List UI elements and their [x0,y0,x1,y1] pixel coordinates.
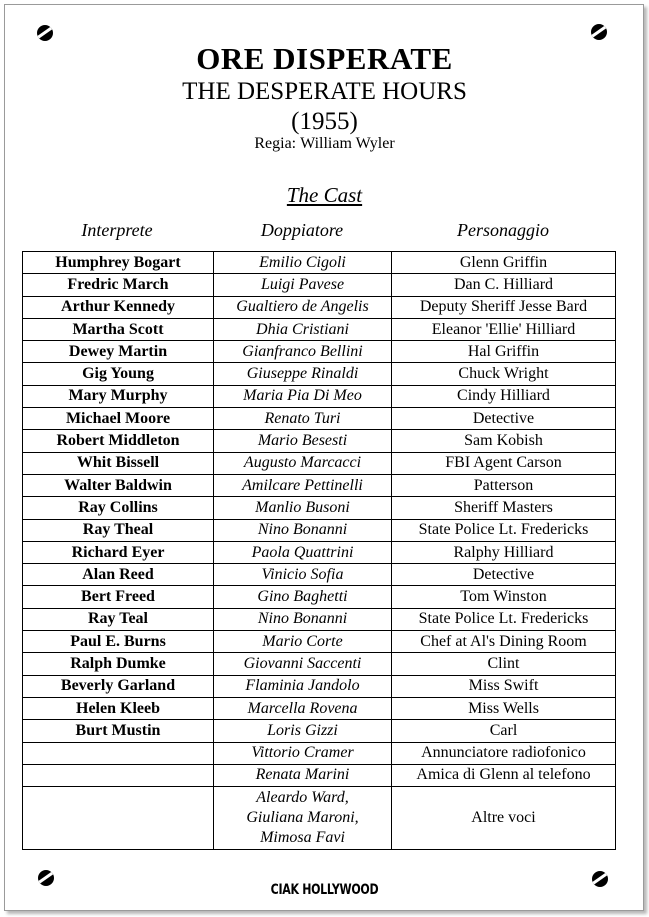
dubber-cell: Mario Besesti [214,430,392,452]
character-cell: Deputy Sheriff Jesse Bard [392,296,616,318]
dubber-cell: Gino Baghetti [214,586,392,608]
dubber-cell: Vinicio Sofia [214,564,392,586]
dubber-cell: Manlio Busoni [214,497,392,519]
actor-cell: Burt Mustin [23,720,214,742]
character-cell: Glenn Griffin [392,252,616,274]
table-row [23,764,616,786]
table-row [23,474,616,496]
dubber-line: Aleardo Ward, [256,789,349,807]
actor-cell: Helen Kleeb [23,697,214,719]
character-cell: FBI Agent Carson [392,452,616,474]
actor-cell: Walter Baldwin [23,474,214,496]
cast-heading: The Cast [286,183,363,207]
actor-cell: Robert Middleton [23,430,214,452]
dubber-cell [214,787,392,850]
film-year: (1955) [291,108,358,135]
dubber-cell: Giovanni Saccenti [214,653,392,675]
table-row [23,274,616,296]
character-cell: Patterson [392,474,616,496]
actor-cell [23,787,214,850]
dubber-line: Mimosa Favi [260,829,345,847]
table-row [23,408,616,430]
dubber-cell: Renato Turi [214,408,392,430]
actor-cell: Ray Theal [23,519,214,541]
table-row [23,452,616,474]
column-header-doppiatore: Doppiatore [260,220,344,240]
actor-cell: Mary Murphy [23,385,214,407]
actor-cell: Beverly Garland [23,675,214,697]
table-row [23,519,616,541]
character-cell: Miss Swift [392,675,616,697]
table-row [23,252,616,274]
table-row [23,675,616,697]
actor-cell: Martha Scott [23,318,214,340]
cast-table-body [23,252,616,850]
character-cell: Detective [392,564,616,586]
table-row [23,564,616,586]
dubber-cell: Dhia Cristiani [214,318,392,340]
actor-cell: Gig Young [23,363,214,385]
table-row [23,720,616,742]
character-cell: Tom Winston [392,586,616,608]
character-cell: Detective [392,408,616,430]
column-header-personaggio: Personaggio [457,220,549,240]
table-row [23,497,616,519]
dubber-cell: Loris Gizzi [214,720,392,742]
table-row [23,586,616,608]
actor-cell: Michael Moore [23,408,214,430]
dubber-cell: Marcella Rovena [214,697,392,719]
column-header-interprete: Interprete [81,220,153,240]
character-cell: Chef at Al's Dining Room [392,631,616,653]
character-cell: Sheriff Masters [392,497,616,519]
actor-cell: Ralph Dumke [23,653,214,675]
character-cell: Eleanor 'Ellie' Hilliard [392,318,616,340]
actor-cell: Whit Bissell [23,452,214,474]
actor-cell: Ray Collins [23,497,214,519]
actor-cell [23,742,214,764]
table-row [23,787,616,850]
dubber-line: Giuliana Maroni, [246,809,359,827]
table-row [23,296,616,318]
character-cell: Hal Griffin [392,341,616,363]
table-row [23,430,616,452]
actor-cell: Ray Teal [23,608,214,630]
actor-cell [23,764,214,786]
dubber-cell: Nino Bonanni [214,608,392,630]
character-cell: Carl [392,720,616,742]
dubber-cell: Gualtiero de Angelis [214,296,392,318]
screw-icon [37,25,53,41]
actor-cell: Paul E. Burns [23,631,214,653]
dubber-cell: Vittorio Cramer [214,742,392,764]
character-cell: Amica di Glenn al telefono [392,764,616,786]
dubber-cell: Emilio Cigoli [214,252,392,274]
ciak-hollywood-logo [0,880,649,898]
actor-cell: Fredric March [23,274,214,296]
table-row [23,341,616,363]
table-row [23,385,616,407]
actor-cell: Alan Reed [23,564,214,586]
table-row [23,318,616,340]
character-cell: State Police Lt. Fredericks [392,519,616,541]
character-cell: Clint [392,653,616,675]
character-cell: Cindy Hilliard [392,385,616,407]
actor-cell: Arthur Kennedy [23,296,214,318]
dubber-cell: Luigi Pavese [214,274,392,296]
director-name: William Wyler [300,135,395,152]
table-row [23,363,616,385]
dubber-cell: Paola Quattrini [214,541,392,563]
character-cell: Miss Wells [392,697,616,719]
character-cell: Dan C. Hilliard [392,274,616,296]
dubber-cell: Amilcare Pettinelli [214,474,392,496]
dubber-cell: Maria Pia Di Meo [214,385,392,407]
dubber-cell: Mario Corte [214,631,392,653]
dubber-cell: Nino Bonanni [214,519,392,541]
actor-cell: Richard Eyer [23,541,214,563]
dubber-cell: Augusto Marcacci [214,452,392,474]
dubber-cell: Giuseppe Rinaldi [214,363,392,385]
character-cell: Annunciatore radiofonico [392,742,616,764]
table-row [23,653,616,675]
table-row [23,608,616,630]
dubber-cell: Flaminia Jandolo [214,675,392,697]
director-label: Regia: [254,135,297,152]
table-row [23,541,616,563]
actor-cell: Humphrey Bogart [23,252,214,274]
actor-cell: Bert Freed [23,586,214,608]
table-row [23,742,616,764]
character-cell: Chuck Wright [392,363,616,385]
character-cell: State Police Lt. Fredericks [392,608,616,630]
character-cell: Ralphy Hilliard [392,541,616,563]
actor-cell: Dewey Martin [23,341,214,363]
character-cell: Sam Kobish [392,430,616,452]
screw-icon [591,24,607,40]
table-row [23,697,616,719]
dubber-cell: Gianfranco Bellini [214,341,392,363]
character-cell: Altre voci [392,787,616,850]
logo-text: CIAK HOLLYWOOD [270,881,379,898]
dubber-cell: Renata Marini [214,764,392,786]
director-line [0,135,649,153]
table-row [23,631,616,653]
cast-table [22,251,616,850]
film-title: ORE DISPERATE [196,41,453,76]
original-title: THE DESPERATE HOURS [182,78,467,105]
